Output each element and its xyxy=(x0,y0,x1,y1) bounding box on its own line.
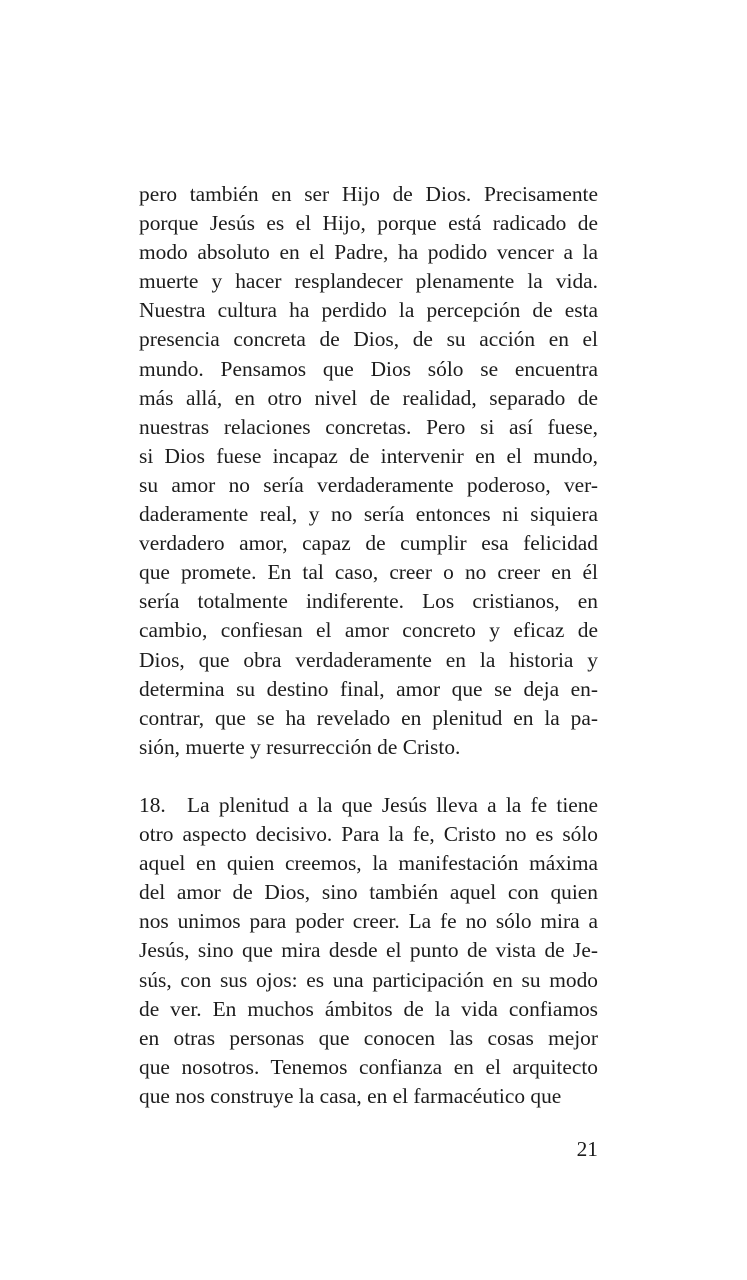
text-line xyxy=(139,966,598,995)
text-line-content: más allá, en otro nivel de realidad, separado de xyxy=(139,385,598,410)
text-line-content: determina su destino final, amor que se deja en- xyxy=(139,676,598,701)
text-line xyxy=(139,733,598,762)
text-line-content: que promete. En tal caso, creer o no creer en él xyxy=(139,560,598,585)
text-line-content: muerte y hacer resplandecer plenamente la vida. xyxy=(139,269,598,294)
text-line-content: de ver. En muchos ámbitos de la vida confiamos xyxy=(139,996,598,1021)
text-line xyxy=(139,413,598,442)
text-line xyxy=(139,616,598,645)
text-line-content: nos unimos para poder creer. La fe no sólo mira a xyxy=(139,909,598,934)
text-line-content: Nuestra cultura ha perdido la percepción de esta xyxy=(139,298,598,323)
text-line xyxy=(139,529,598,558)
text-line-content: nuestras relaciones concretas. Pero si así fuese, xyxy=(139,414,598,439)
text-line xyxy=(139,936,598,965)
text-line-content: cambio, confiesan el amor concreto y eficaz de xyxy=(139,618,598,643)
text-line-content: daderamente real, y no sería entonces ni siquiera xyxy=(139,502,598,527)
text-line xyxy=(139,1053,598,1082)
text-line-content: sión, muerte y resurrección de Cristo. xyxy=(139,734,461,759)
text-line xyxy=(139,325,598,354)
text-line-content: La plenitud a la que Jesús lleva a la fe tiene xyxy=(187,793,598,817)
text-line-content: contrar, que se ha revelado en plenitud en la pa- xyxy=(139,705,598,730)
text-line xyxy=(139,1082,598,1111)
text-line xyxy=(139,442,598,471)
text-line xyxy=(139,180,598,209)
text-line xyxy=(139,849,598,878)
text-line xyxy=(139,675,598,704)
text-line-content: que nos construye la casa, en el farmacéutico que xyxy=(139,1083,562,1108)
text-line xyxy=(139,267,598,296)
text-line xyxy=(139,820,598,849)
text-line-content: sería totalmente indiferente. Los cristianos, en xyxy=(139,589,598,614)
text-line-content: que nosotros. Tenemos confianza en el arquitecto xyxy=(139,1054,598,1079)
page-number: 21 xyxy=(576,1137,598,1161)
text-line-content: pero también en ser Hijo de Dios. Precisamente xyxy=(139,182,598,206)
text-line xyxy=(139,238,598,267)
text-line xyxy=(139,471,598,500)
text-line xyxy=(139,1024,598,1053)
text-line-content: modo absoluto en el Padre, ha podido vencer a la xyxy=(139,240,598,265)
text-line-content: sús, con sus ojos: es una participación en su modo xyxy=(139,967,598,992)
paragraph-continued xyxy=(139,180,598,762)
text-line-content: si Dios fuese incapaz de intervenir en el mundo, xyxy=(139,443,598,468)
text-line xyxy=(139,296,598,325)
text-line-content: verdadero amor, capaz de cumplir esa felicidad xyxy=(139,531,598,556)
text-line-content: su amor no sería verdaderamente poderoso, ver- xyxy=(139,472,598,497)
paragraph-number: 18. xyxy=(139,793,166,817)
text-line xyxy=(139,907,598,936)
text-line-content: aquel en quien creemos, la manifestación máxima xyxy=(139,851,598,876)
paragraph-18 xyxy=(139,791,598,1111)
text-line-content: porque Jesús es el Hijo, porque está radicado de xyxy=(139,211,598,236)
text-line xyxy=(139,558,598,587)
text-line-content: presencia concreta de Dios, de su acción en el xyxy=(139,327,598,352)
text-line-content: otro aspecto decisivo. Para la fe, Cristo no es sólo xyxy=(139,822,598,847)
text-line-content: mundo. Pensamos que Dios sólo se encuentra xyxy=(139,356,598,381)
text-line xyxy=(139,587,598,616)
text-line xyxy=(139,791,598,820)
text-line-content: en otras personas que conocen las cosas mejor xyxy=(139,1025,598,1050)
text-line xyxy=(139,209,598,238)
text-line xyxy=(139,355,598,384)
text-line-content: Dios, que obra verdaderamente en la historia y xyxy=(139,647,598,672)
text-line xyxy=(139,646,598,675)
text-line xyxy=(139,500,598,529)
text-line-content: Jesús, sino que mira desde el punto de vista de Je- xyxy=(139,938,598,963)
text-line-content: del amor de Dios, sino también aquel con quien xyxy=(139,880,598,905)
text-line xyxy=(139,995,598,1024)
text-line xyxy=(139,704,598,733)
text-line xyxy=(139,384,598,413)
text-line xyxy=(139,878,598,907)
